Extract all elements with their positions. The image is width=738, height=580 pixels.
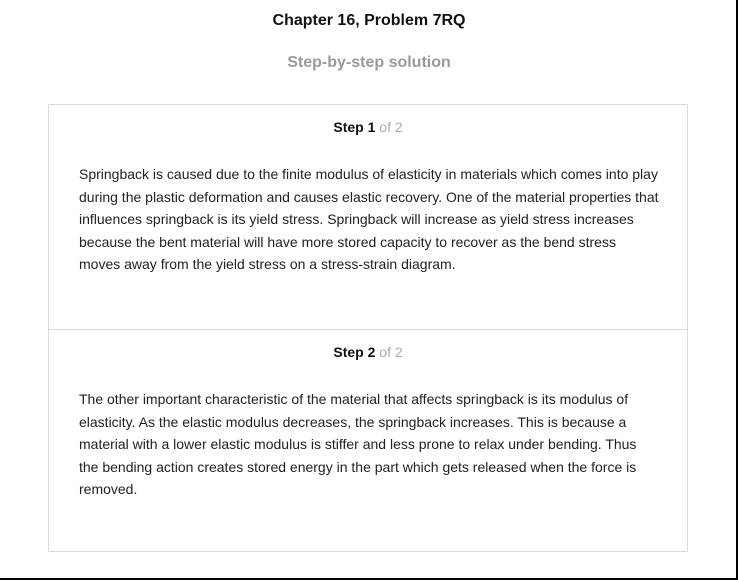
step-total: of 2 — [379, 344, 403, 360]
step-panel-1 — [49, 105, 687, 329]
step-total: of 2 — [379, 119, 403, 135]
step-heading-2 — [49, 344, 687, 360]
step-number: 2 — [367, 344, 376, 360]
step-number: 1 — [367, 119, 376, 135]
steps-container — [48, 104, 688, 552]
step-panel-2 — [49, 329, 687, 554]
solution-subtitle: Step-by-step solution — [287, 54, 451, 71]
page-title: Chapter 16, Problem 7RQ — [272, 12, 466, 29]
step-heading-1 — [49, 119, 687, 135]
step-label: Step — [333, 344, 364, 360]
step-label: Step — [333, 119, 364, 135]
step-body-1: Springback is caused due to the finite modulus of elasticity in materials which comes into play during the plastic deformation and causes elastic recovery. One of the material properties that influences springback is its yield stress. Springback will increase as yield stress increases because the bent material will have more stored capacity to recover as the bend stress moves away from the yield stress on a stress-strain diagram. — [79, 166, 659, 272]
step-body-2: The other important characteristic of the material that affects springback is its modulus of elasticity. As the elastic modulus decreases, the springback increases. This is because a material with a lower elastic modulus is stiffer and less prone to relax under bending. Thus the bending action creates stored energy in the part which gets released when the force is removed. — [79, 391, 637, 497]
